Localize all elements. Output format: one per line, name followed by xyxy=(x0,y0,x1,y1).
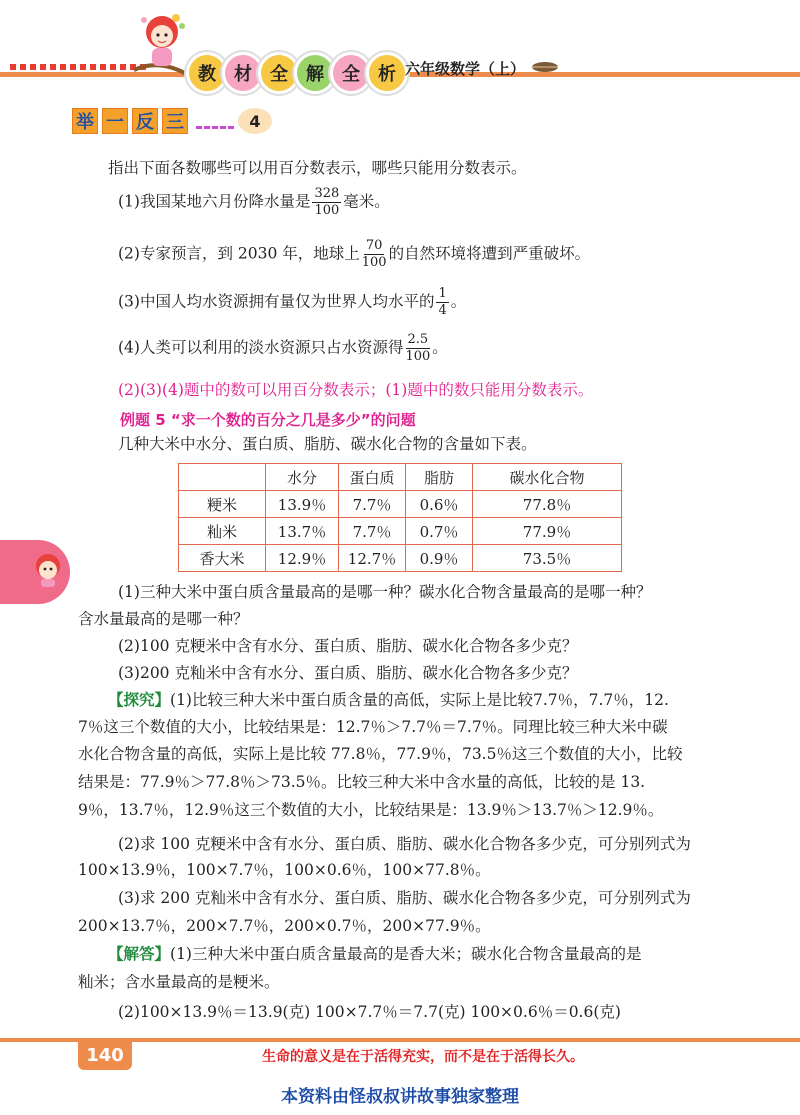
item-text: 。 xyxy=(450,292,467,311)
fraction-denominator: 100 xyxy=(361,255,387,270)
credit-line: 本资料由怪叔叔讲故事独家整理 xyxy=(281,1087,519,1107)
answer-text: (1)三种大米中蛋白质含量最高的是香大米；碳水化合物含量最高的是 xyxy=(170,945,642,963)
cartoon-girl-icon xyxy=(130,10,194,88)
table-cell: 香大米 xyxy=(179,545,266,572)
fraction-numerator: 1 xyxy=(438,286,447,301)
answer-line: (2)100×13.9％＝13.9(克) 100×7.7％＝7.7(克) 100×0.6％＝0.6(克) xyxy=(118,1003,621,1021)
explore-line: 9％，13.7％，12.9％这三个数值的大小，比较结果是：13.9％＞13.7％＞12.9％。 xyxy=(78,801,664,819)
table-cell: 7.7％ xyxy=(339,518,406,545)
explore-line: 100×13.9％，100×7.7％，100×0.6％，100×77.8％。 xyxy=(78,861,491,879)
item-text: (4)人类可以利用的淡水资源只占水资源得 xyxy=(118,338,404,357)
book-title-char: 全 xyxy=(330,52,372,94)
exercise-item-4 xyxy=(118,332,448,365)
table-header-cell: 蛋白质 xyxy=(339,464,406,491)
section-char: 三 xyxy=(162,108,188,134)
example-title: 例题 5 “求一个数的百分之几是多少”的问题 xyxy=(120,411,416,429)
table-cell: 7.7％ xyxy=(339,491,406,518)
fraction-numerator: 328 xyxy=(314,186,340,201)
explore-line: 结果是：77.9％＞77.8％＞73.5％。比较三种大米中含水量的高低，比较的是 13. xyxy=(78,773,646,791)
exercise-prompt: 指出下面各数哪些可以用百分数表示，哪些只能用分数表示。 xyxy=(108,159,527,177)
fraction-numerator: 2.5 xyxy=(407,332,429,347)
fraction-denominator: 100 xyxy=(314,203,340,218)
book-title-char: 材 xyxy=(222,52,264,94)
table-cell: 12.7％ xyxy=(339,545,406,572)
exercise-item-3 xyxy=(118,286,466,319)
table-cell: 籼米 xyxy=(179,518,266,545)
section-tag xyxy=(72,108,272,134)
table-cell: 73.5％ xyxy=(473,545,622,572)
table-header-row xyxy=(179,464,622,491)
fraction-denominator: 4 xyxy=(438,303,447,318)
fraction xyxy=(362,238,387,271)
answer-line: 籼米；含水量最高的是粳米。 xyxy=(78,973,280,991)
explore-line: 7％这三个数值的大小，比较结果是：12.7％＞7.7％＝7.7％。同理比较三种大米中碳 xyxy=(78,718,668,736)
table-cell: 0.7％ xyxy=(406,518,473,545)
book-title-char: 解 xyxy=(294,52,336,94)
answer-tag: 【解答】 xyxy=(108,944,171,963)
item-text: (2)专家预言，到 2030 年，地球上 xyxy=(118,244,360,263)
table-cell: 12.9％ xyxy=(266,545,339,572)
rice-table xyxy=(178,463,622,572)
explore-line: 200×13.7％，200×7.7％，200×0.7％，200×77.9％。 xyxy=(78,917,491,935)
exercise-item-2 xyxy=(118,238,590,271)
table-cell: 0.6％ xyxy=(406,491,473,518)
section-char: 一 xyxy=(102,108,128,134)
explore-line: (3)求 200 克籼米中含有水分、蛋白质、脂肪、碳水化合物各多少克，可分别列式为 xyxy=(118,889,691,907)
explore-line: 水化合物含量的高低，实际上是比较 77.8％，77.9％，73.5％这三个数值的大小，比较 xyxy=(78,745,683,763)
item-text: 的自然环境将遭到严重破坏。 xyxy=(388,244,591,263)
item-text: 。 xyxy=(432,338,448,357)
fraction xyxy=(436,286,448,319)
question-1b: 含水量最高的是哪一种？ xyxy=(78,610,249,628)
table-cell: 77.9％ xyxy=(473,518,622,545)
explore-tag: 【探究】 xyxy=(108,690,171,709)
table-header-cell: 脂肪 xyxy=(406,464,473,491)
book-title-char: 析 xyxy=(366,52,408,94)
grade-label: 六年级数学（上） xyxy=(405,60,526,78)
book-title-char: 教 xyxy=(186,52,228,94)
item-text: (3)中国人均水资源拥有量仅为世界人均水平的 xyxy=(118,292,435,311)
section-char: 举 xyxy=(72,108,98,134)
explore-line: (2)求 100 克粳米中含有水分、蛋白质、脂肪、碳水化合物各多少克，可分别列式为 xyxy=(118,835,691,853)
table-cell: 77.8％ xyxy=(473,491,622,518)
table-row xyxy=(179,518,622,545)
section-dash xyxy=(196,114,234,129)
explore-text: (1)比较三种大米中蛋白质含量的高低，实际上是比较7.7％，7.7％，12. xyxy=(170,691,669,709)
table-header-cell xyxy=(179,464,266,491)
fraction xyxy=(405,332,430,365)
table-cell: 0.9％ xyxy=(406,545,473,572)
fraction-numerator: 70 xyxy=(365,238,383,253)
page-number: 140 xyxy=(78,1040,132,1070)
table-row xyxy=(179,491,622,518)
question-3: (3)200 克籼米中含有水分、蛋白质、脂肪、碳水化合物各多少克？ xyxy=(118,664,578,682)
fraction xyxy=(312,186,341,219)
table-header-cell: 碳水化合物 xyxy=(473,464,622,491)
exercise-item-1 xyxy=(118,186,390,219)
table-cell: 粳米 xyxy=(179,491,266,518)
exercise-answer: (2)(3)(4)题中的数可以用百分数表示；(1)题中的数只能用分数表示。 xyxy=(118,381,594,399)
table-cell: 13.7％ xyxy=(266,518,339,545)
book-title-char: 全 xyxy=(258,52,300,94)
table-cell: 13.9％ xyxy=(266,491,339,518)
question-1a: (1)三种大米中蛋白质含量最高的是哪一种？碳水化合物含量最高的是哪一种？ xyxy=(118,583,652,601)
footer-motto: 生命的意义是在于活得充实，而不是在于活得长久。 xyxy=(262,1049,584,1065)
answer-line-1 xyxy=(108,944,641,964)
section-char: 反 xyxy=(132,108,158,134)
table-row xyxy=(179,545,622,572)
cartoon-face-icon xyxy=(32,552,64,588)
leaf-icon xyxy=(530,60,560,74)
header-dots xyxy=(10,64,150,70)
explore-line-1 xyxy=(108,690,669,710)
fraction-denominator: 100 xyxy=(405,349,431,364)
question-2: (2)100 克粳米中含有水分、蛋白质、脂肪、碳水化合物各多少克？ xyxy=(118,637,578,655)
example-intro: 几种大米中水分、蛋白质、脂肪、碳水化合物的含量如下表。 xyxy=(118,435,537,453)
item-text: (1)我国某地六月份降水量是 xyxy=(118,192,311,211)
item-text: 毫米。 xyxy=(343,192,390,211)
table-header-cell: 水分 xyxy=(266,464,339,491)
section-number: 4 xyxy=(238,108,272,134)
